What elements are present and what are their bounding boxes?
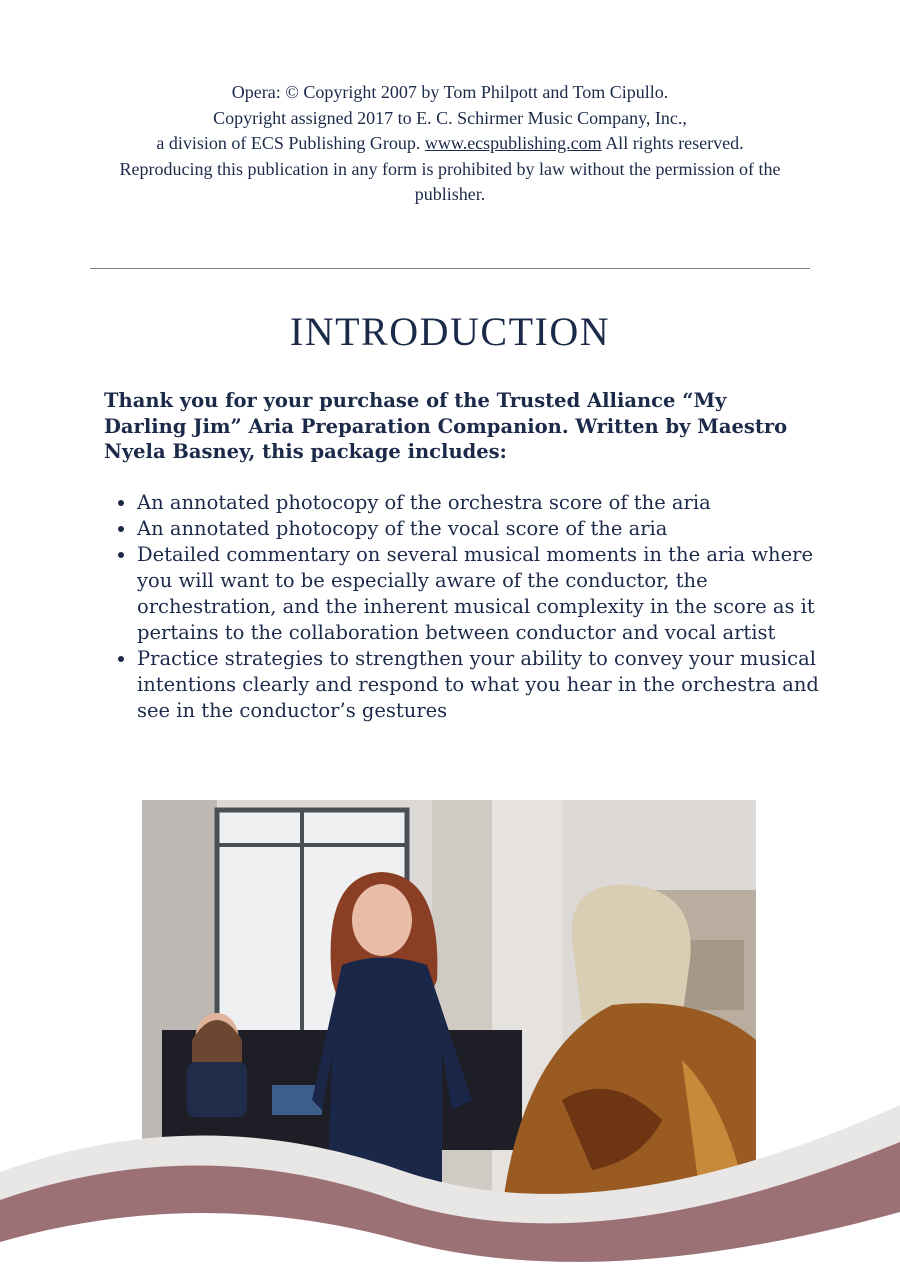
copyright-line-1: Opera: © Copyright 2007 by Tom Philpott and Tom Cipullo. xyxy=(231,82,669,102)
list-item: • An annotated photocopy of the orchestra score of the aria xyxy=(137,490,837,516)
intro-paragraph: Thank you for your purchase of the Trusted Alliance “My Darling Jim” Aria Preparation Companion. Written by Maestro Nyela Basney, this package includes: xyxy=(104,389,788,463)
publisher-link[interactable]: www.ecspublishing.com xyxy=(424,133,602,153)
package-contents-list xyxy=(104,490,837,724)
page-title: INTRODUCTION xyxy=(289,309,611,354)
copyright-line-2: Copyright assigned 2017 to E. C. Schirmer Music Company, Inc., xyxy=(213,107,687,128)
copyright-line-3-end: All rights reserved. xyxy=(605,133,744,153)
section-divider xyxy=(90,268,810,269)
list-item: • An annotated photocopy of the vocal score of the aria xyxy=(137,516,837,542)
decorative-waves xyxy=(0,1100,900,1272)
copyright-notice xyxy=(90,80,810,208)
list-item: • Detailed commentary on several musical moments in the aria where you will want to be especially aware of the conductor, the orchestration, and the inherent musical complexity in the score as it pertains to the collaboration between conductor and vocal artist xyxy=(137,542,837,646)
copyright-line-3 xyxy=(90,131,810,157)
copyright-line-4: Reproducing this publication in any form is prohibited by law without the permission of the publisher. xyxy=(119,158,781,204)
copyright-line-3-start: a division of ECS Publishing Group. xyxy=(156,133,421,153)
list-item: • Practice strategies to strengthen your ability to convey your musical intentions clearly and respond to what you hear in the orchestra and see in the conductor’s gestures xyxy=(137,646,837,724)
